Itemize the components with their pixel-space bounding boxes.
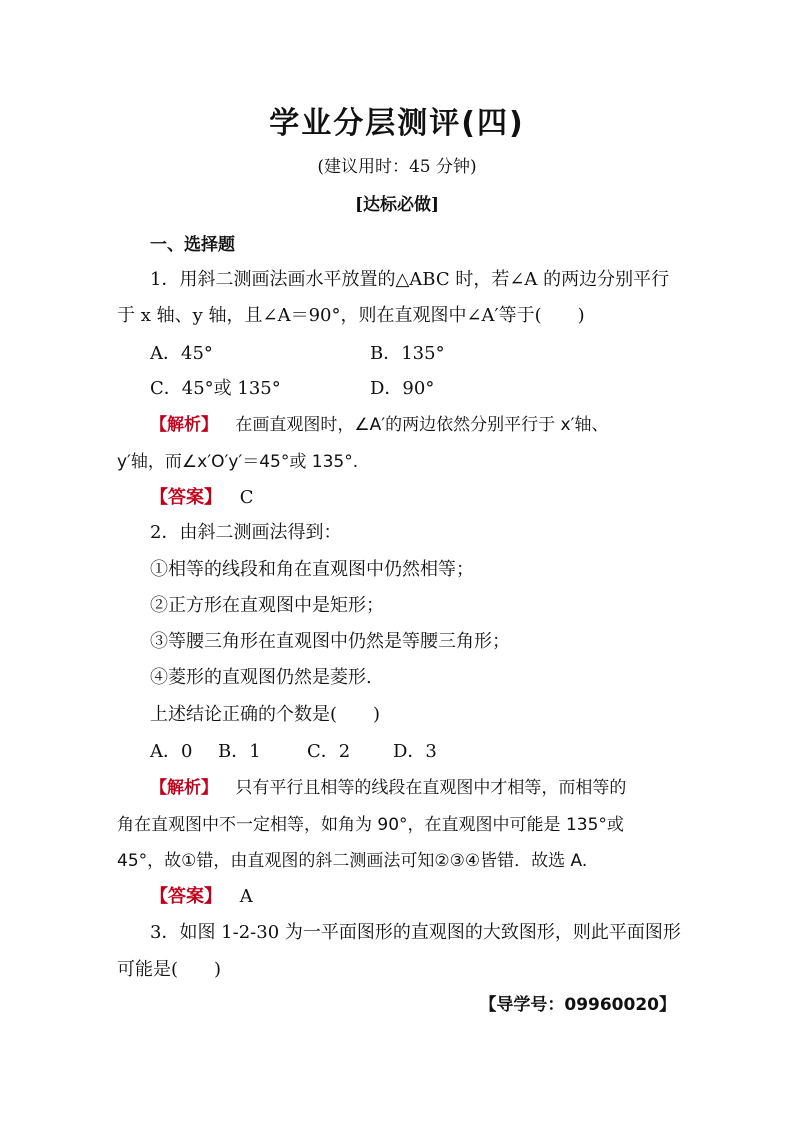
q1-option-a: A．45° (150, 343, 213, 364)
q2-answer-label: 【答案】 (150, 886, 222, 907)
q2-option-d: D．3 (393, 741, 437, 762)
q2-answer-value: A (239, 886, 253, 907)
guide-number: 【导学号：09960020】 (479, 995, 676, 1015)
q2-item-1: ①相等的线段和角在直观图中仍然相等； (150, 559, 474, 580)
q2-analysis-line2: 角在直观图中不一定相等，如角为 90°，在直观图中可能是 135°或 (117, 815, 624, 835)
q2-item-3: ③等腰三角形在直观图中仍然是等腰三角形； (150, 631, 510, 652)
q1-stem-line1: 1．用斜二测画法画水平放置的△ABC 时，若∠A 的两边分别平行 (150, 269, 670, 290)
q1-option-b: B．135° (370, 343, 445, 364)
q2-answer (150, 882, 253, 908)
q2-analysis-text: 只有平行且相等的线段在直观图中才相等，而相等的 (235, 778, 627, 798)
q1-analysis-line2: y′轴，而∠x′O′y′＝45°或 135°. (117, 452, 359, 472)
q1-analysis-text: 在画直观图时，∠A′的两边依然分别平行于 x′轴、 (235, 415, 609, 435)
q1-answer (150, 483, 254, 509)
q2-option-b: B．1 (218, 741, 261, 762)
suggested-time: (建议用时：45 分钟) (317, 157, 477, 177)
page-title: 学业分层测评(四) (269, 106, 525, 141)
q3-stem-line1: 3．如图 1-2-30 为一平面图形的直观图的大致图形，则此平面图形 (150, 922, 681, 943)
q2-option-c: C．2 (307, 741, 351, 762)
q2-question: 上述结论正确的个数是( ) (150, 704, 381, 725)
q1-stem-line2: 于 x 轴、y 轴，且∠A＝90°，则在直观图中∠A′等于( ) (117, 305, 585, 326)
q3-stem-line2: 可能是( ) (117, 959, 222, 980)
q1-answer-value: C (239, 487, 254, 508)
q2-item-2: ②正方形在直观图中是矩形； (150, 595, 384, 616)
q2-analysis-line3: 45°，故①错，由直观图的斜二测画法可知②③④皆错．故选 A. (117, 851, 588, 871)
q2-stem: 2．由斜二测画法得到： (150, 522, 342, 543)
q2-analysis-line1 (150, 773, 626, 798)
q1-answer-label: 【答案】 (150, 487, 222, 508)
q2-option-a: A．0 (150, 741, 193, 762)
q1-analysis-label: 【解析】 (150, 415, 218, 435)
q1-option-d: D．90° (370, 378, 435, 399)
level-tag: [达标必做] (354, 195, 440, 215)
q1-option-c: C．45°或 135° (150, 378, 281, 399)
section-heading: 一、选择题 (150, 235, 235, 255)
q2-item-4: ④菱形的直观图仍然是菱形. (150, 667, 372, 688)
q1-analysis-line1 (150, 410, 608, 435)
q2-analysis-label: 【解析】 (150, 778, 218, 798)
